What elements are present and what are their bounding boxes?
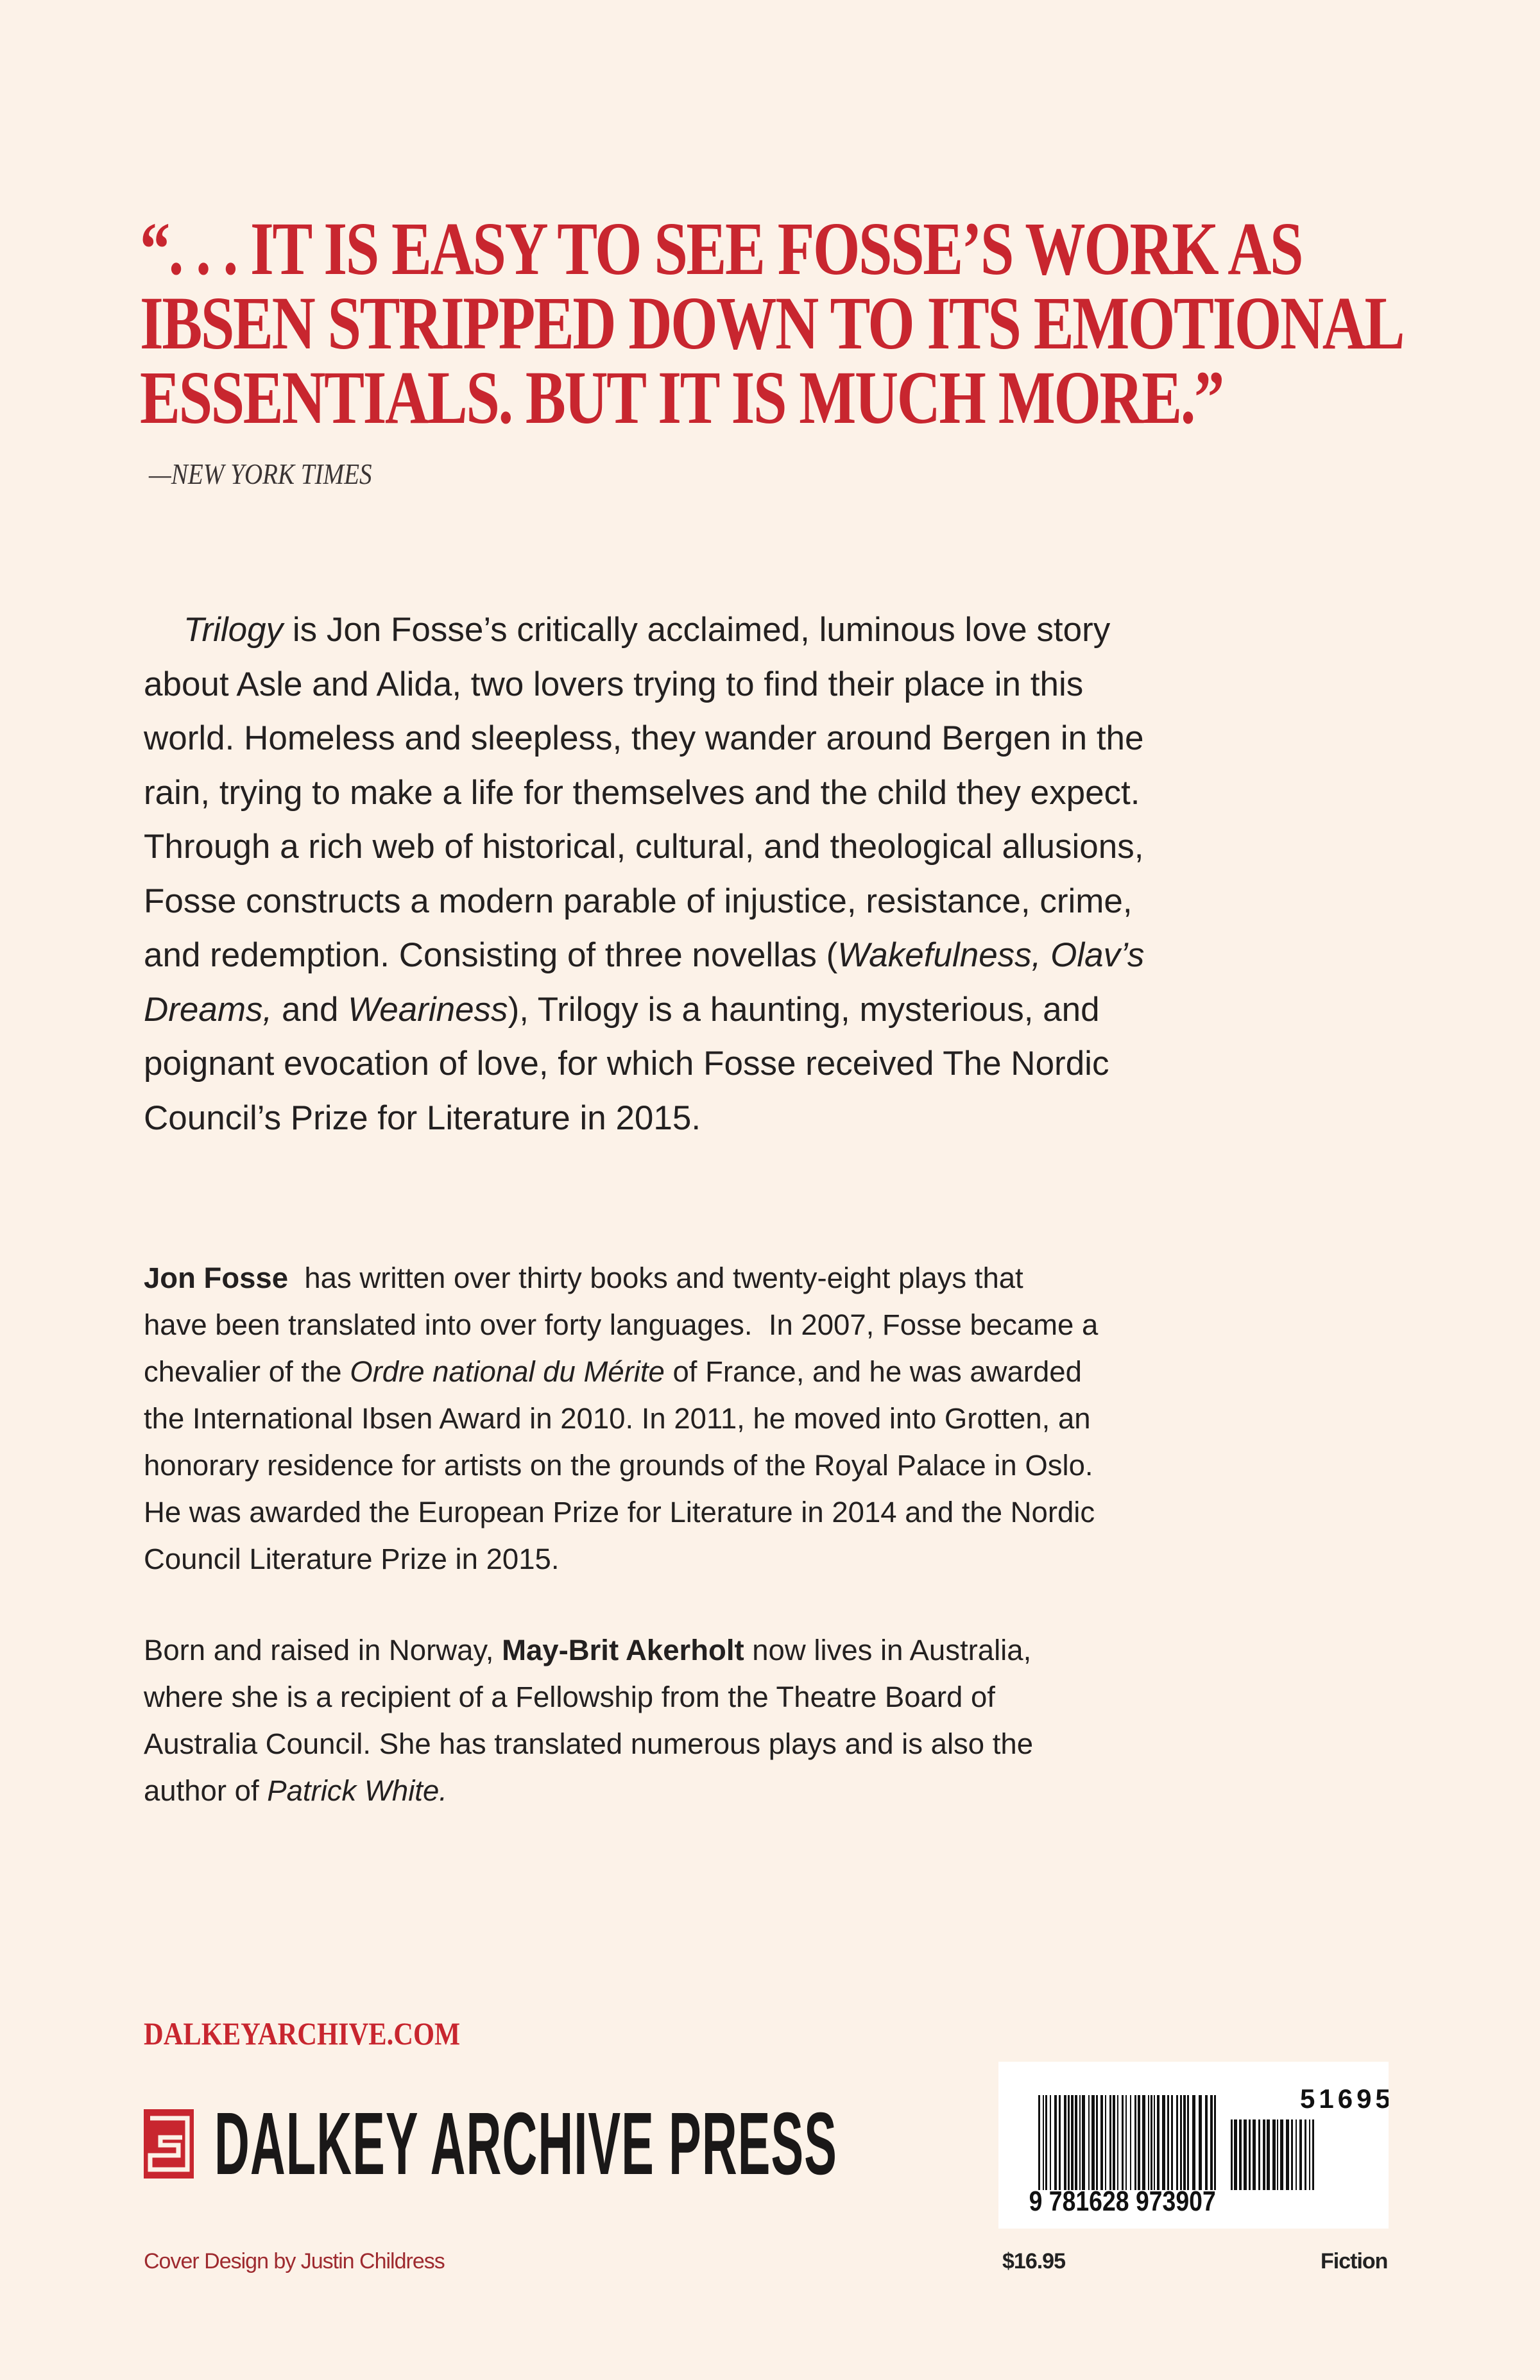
barcode-bar <box>1171 2095 1173 2190</box>
barcode-bar <box>1134 2095 1136 2190</box>
genre: Fiction <box>1321 2249 1388 2273</box>
barcode-bar <box>1125 2095 1127 2190</box>
translator-bio <box>144 1627 1299 1814</box>
barcode-bar <box>1100 2095 1103 2190</box>
barcode-bar <box>1258 2119 1260 2190</box>
text: Ordre national du Mérite <box>350 1355 665 1388</box>
barcode-bar <box>1138 2095 1140 2190</box>
text: Born and raised in Norway, <box>144 1634 502 1666</box>
book-description <box>144 603 1299 1145</box>
barcode-bar <box>1109 2095 1111 2190</box>
barcode-bar <box>1199 2095 1202 2190</box>
barcode-bar <box>1050 2095 1051 2190</box>
quote-line: ESSENTIALS. BUT IT IS MUCH MORE.” <box>140 355 1223 440</box>
text: the International Ibsen Award in 2010. In 2011, he moved into Grotten, an <box>144 1402 1091 1435</box>
barcode-bar <box>1079 2095 1081 2190</box>
text: Through a rich web of historical, cultural, and theological allusions, <box>144 828 1144 866</box>
barcode-bar <box>1312 2119 1314 2190</box>
price-code: 51695 <box>1300 2084 1389 2114</box>
book-title: Trilogy <box>184 611 284 649</box>
barcode-bar <box>1091 2095 1095 2190</box>
barcode-bar <box>1183 2095 1186 2190</box>
text: honorary residence for artists on the grounds of the Royal Palace in Oslo. <box>144 1449 1093 1482</box>
barcode <box>998 2062 1389 2229</box>
barcode-bar <box>1064 2095 1066 2190</box>
barcode-bar <box>1176 2095 1178 2190</box>
barcode-bar <box>1231 2119 1233 2190</box>
price: $16.95 <box>1002 2249 1065 2273</box>
text: have been translated into over forty languages. In 2007, Fosse became a <box>144 1308 1099 1341</box>
barcode-bar <box>1187 2095 1189 2190</box>
isbn-number: 9 781628 973907 <box>1029 2185 1216 2217</box>
text: chevalier of the <box>144 1355 350 1388</box>
author-bio <box>144 1254 1299 1582</box>
barcode-bar <box>1167 2095 1169 2190</box>
text: and redemption. Consisting of three novellas ( <box>144 936 838 974</box>
cover-credit: Cover Design by Justin Childress <box>144 2249 445 2273</box>
text: Dreams, <box>144 990 273 1029</box>
barcode-bar <box>1234 2119 1237 2190</box>
barcode-bar <box>1296 2119 1297 2190</box>
text: of France, and he was awarded <box>664 1355 1082 1388</box>
barcode-bar <box>1096 2095 1098 2190</box>
website-link[interactable]: DALKEYARCHIVE.COM <box>144 2016 461 2051</box>
barcode-bar <box>1113 2095 1115 2190</box>
text: poignant evocation of love, for which Fosse received The Nordic <box>144 1045 1109 1083</box>
barcode-bar <box>1162 2095 1165 2190</box>
barcode-bar <box>1263 2119 1265 2190</box>
text: Fosse constructs a modern parable of injustice, resistance, crime, <box>144 882 1133 920</box>
text: rain, trying to make a life for themselves and the child they expect. <box>144 773 1140 812</box>
text: Wakefulness, Olav’s <box>837 936 1145 974</box>
barcode-bar <box>1277 2119 1278 2190</box>
quote-line: “. . . IT IS EASY TO SEE FOSSE’S WORK AS <box>140 207 1303 291</box>
text: Council’s Prize for Literature in 2015. <box>144 1099 701 1137</box>
publisher-name: DALKEY ARCHIVE PRESS <box>214 2094 837 2193</box>
barcode-bar <box>1154 2095 1155 2190</box>
barcode-bar <box>1122 2095 1124 2190</box>
barcode-bar <box>1045 2095 1047 2190</box>
barcode-bar <box>1151 2095 1152 2190</box>
text: author of <box>144 1774 268 1807</box>
barcode-bar <box>1148 2095 1149 2190</box>
barcode-bar <box>1059 2095 1061 2190</box>
barcode-bar <box>1038 2095 1040 2190</box>
barcode-bar <box>1088 2095 1090 2190</box>
barcode-bar <box>1071 2095 1074 2190</box>
text: He was awarded the European Prize for Literature in 2014 and the Nordic <box>144 1496 1095 1528</box>
text: ), Trilogy is a haunting, mysterious, and <box>508 990 1100 1029</box>
text: about Asle and Alida, two lovers trying to find their place in this <box>144 665 1084 703</box>
barcode-bar <box>1280 2119 1283 2190</box>
barcode-bar <box>1309 2119 1310 2190</box>
barcode-bar <box>1082 2095 1085 2190</box>
barcode-bar <box>1210 2095 1213 2190</box>
text: Patrick White. <box>267 1774 447 1807</box>
dalkey-logo-icon <box>144 2109 194 2179</box>
barcode-bar <box>1192 2095 1195 2190</box>
text: where she is a recipient of a Fellowship from the Theatre Board of <box>144 1681 995 1713</box>
barcode-bar <box>1244 2119 1247 2190</box>
barcode-bar <box>1214 2095 1216 2190</box>
barcode-bar <box>1305 2119 1306 2190</box>
text: and <box>272 990 348 1029</box>
barcode-bar <box>1068 2095 1070 2190</box>
barcode-bar <box>1105 2095 1106 2190</box>
text: Weariness <box>348 990 508 1029</box>
quote-attribution: —NEW YORK TIMES <box>149 458 372 490</box>
barcode-bar <box>1117 2095 1118 2190</box>
barcode-bar <box>1272 2119 1276 2190</box>
author-name: Jon Fosse <box>144 1262 289 1294</box>
barcode-bar <box>1157 2095 1159 2190</box>
barcode-bar <box>1130 2095 1131 2190</box>
text: Australia Council. She has translated numerous plays and is also the <box>144 1727 1033 1760</box>
barcode-bar <box>1142 2095 1145 2190</box>
barcode-bar <box>1239 2119 1242 2190</box>
barcode-bar <box>1180 2095 1182 2190</box>
text: world. Homeless and sleepless, they wander around Bergen in the <box>144 719 1144 757</box>
barcode-bar <box>1205 2095 1208 2190</box>
barcode-bar <box>1267 2119 1270 2190</box>
barcode-bar <box>1253 2119 1256 2190</box>
quote-line: IBSEN STRIPPED DOWN TO ITS EMOTIONAL <box>140 281 1404 365</box>
barcode-bar <box>1054 2095 1057 2190</box>
text: is Jon Fosse’s critically acclaimed, luminous love story <box>283 611 1111 649</box>
barcode-bar <box>1075 2095 1077 2190</box>
barcode-bar <box>1043 2095 1044 2190</box>
barcode-bar <box>1249 2119 1251 2190</box>
barcode-bar <box>1299 2119 1302 2190</box>
barcode-bar <box>1286 2119 1289 2190</box>
text: Council Literature Prize in 2015. <box>144 1543 560 1575</box>
text: has written over thirty books and twenty-eight plays that <box>288 1262 1023 1294</box>
translator-name: May-Brit Akerholt <box>502 1634 744 1666</box>
barcode-bar <box>1291 2119 1293 2190</box>
barcode-graphic <box>998 2062 1389 2229</box>
pull-quote <box>140 207 1404 440</box>
text: now lives in Australia, <box>744 1634 1032 1666</box>
